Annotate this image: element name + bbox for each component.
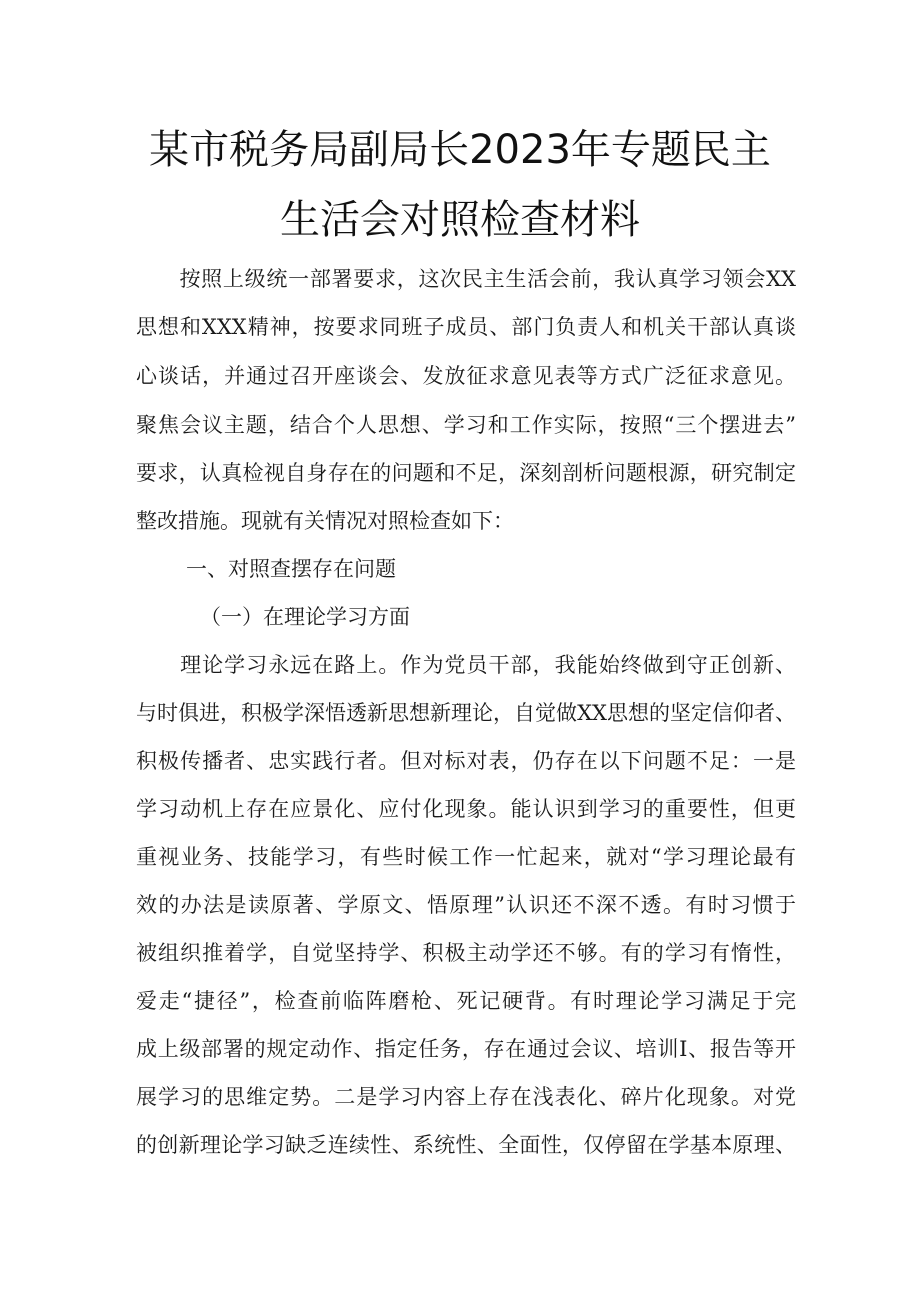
intro-line: 要求，认真检视自身存在的问题和不足，深刻剖析问题根源，研究制定 bbox=[136, 461, 796, 485]
intro-line: 思想和XXX精神，按要求同班子成员、部门负责人和机关干部认真谈 bbox=[136, 315, 796, 339]
body-line: 重视业务、技能学习，有些时候工作一忙起来，就对“学习理论最有 bbox=[136, 845, 796, 869]
body-line: 被组织推着学，自觉坚持学、积极主动学还不够。有的学习有惰性， bbox=[136, 941, 796, 965]
intro-line: 整改措施。现就有关情况对照检查如下： bbox=[136, 509, 514, 533]
document-title-line-2: 生活会对照检查材料 bbox=[280, 197, 640, 243]
body-line: 展学习的思维定势。二是学习内容上存在浅表化、碎片化现象。对党 bbox=[136, 1085, 796, 1109]
body-line: 积极传播者、忠实践行者。但对标对表，仍存在以下问题不足：一是 bbox=[136, 749, 796, 773]
body-line: 学习动机上存在应景化、应付化现象。能认识到学习的重要性，但更 bbox=[136, 797, 796, 821]
body-line: 成上级部署的规定动作、指定任务，存在通过会议、培训I、报告等开 bbox=[136, 1037, 796, 1061]
intro-line: 心谈话，并通过召开座谈会、发放征求意见表等方式广泛征求意见。 bbox=[136, 364, 796, 388]
document-title-line-1: 某市税务局副局长2023年专题民主 bbox=[149, 127, 771, 173]
subsection-heading: （一）在理论学习方面 bbox=[200, 605, 410, 629]
body-line: 效的办法是读原著、学原文、悟原理”认识还不深不透。有时习惯于 bbox=[136, 893, 796, 917]
body-line: 与时俱进，积极学深悟透新思想新理论，自觉做XX思想的坚定信仰者、 bbox=[136, 701, 796, 725]
section-heading: 一、对照查摆存在问题 bbox=[186, 557, 396, 581]
body-line: 爱走“捷径”，检查前临阵磨枪、死记硬背。有时理论学习满足于完 bbox=[136, 989, 796, 1013]
intro-line: 按照上级统一部署要求，这次民主生活会前，我认真学习领会XX bbox=[136, 267, 796, 291]
body-line: 的创新理论学习缺乏连续性、系统性、全面性，仅停留在学基本原理、 bbox=[136, 1133, 796, 1157]
intro-line: 聚焦会议主题，结合个人思想、学习和工作实际，按照“三个摆进去” bbox=[136, 413, 796, 437]
body-line: 理论学习永远在路上。作为党员干部，我能始终做到守正创新、 bbox=[136, 653, 796, 677]
